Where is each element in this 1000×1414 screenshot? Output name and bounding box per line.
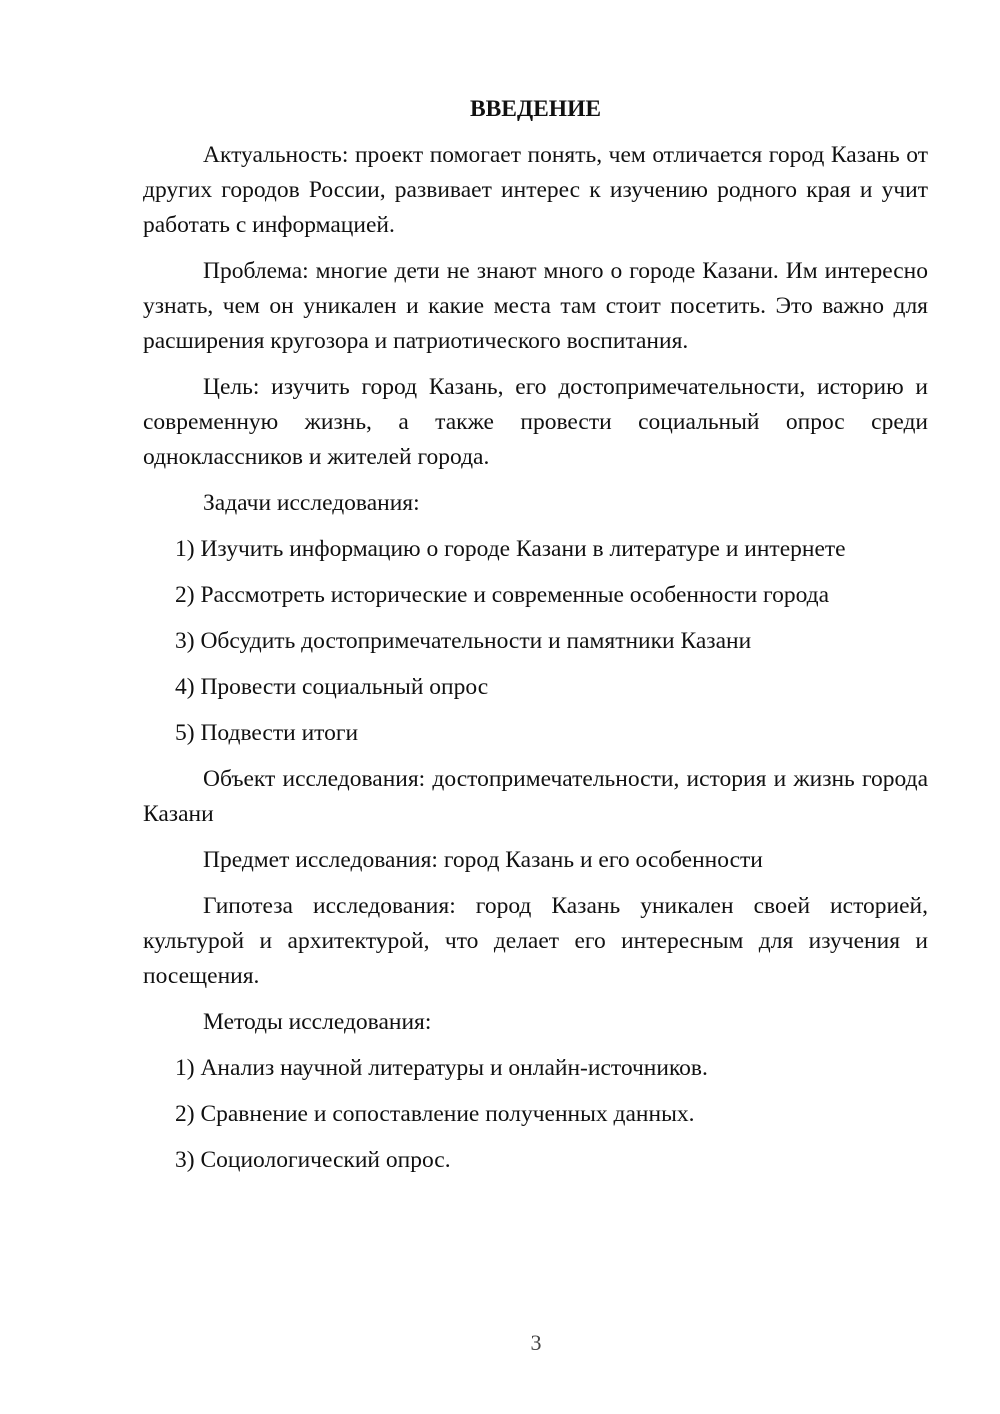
- list-item: 3) Обсудить достопримечательности и памятники Казани: [175, 628, 752, 654]
- goal-paragraph: Цель: изучить город Казань, его достопримечательности, историю и современную жизнь, а также провести социальный опрос среди одноклассников и жителей города.: [143, 374, 928, 470]
- list-item: 3) Социологический опрос.: [175, 1147, 451, 1173]
- problem-paragraph: Проблема: многие дети не знают много о городе Казани. Им интересно узнать, чем он уникален и какие места там стоит посетить. Это важно для расширения кругозора и патриотического воспитания.: [143, 258, 928, 354]
- list-item: 5) Подвести итоги: [175, 720, 359, 746]
- page-number: 3: [530, 1330, 542, 1355]
- page-heading: ВВЕДЕНИЕ: [469, 96, 602, 122]
- list-item: 2) Сравнение и сопоставление полученных данных.: [175, 1101, 695, 1127]
- list-item: 1) Изучить информацию о городе Казани в литературе и интернете: [175, 536, 846, 562]
- hypothesis-paragraph: Гипотеза исследования: город Казань уникален своей историей, культурой и архитектурой, что делает его интересным для изучения и посещения.: [143, 893, 928, 989]
- object-paragraph: Объект исследования: достопримечательности, история и жизнь города Казани: [143, 766, 928, 827]
- document-page: [143, 92, 928, 1189]
- methods-list: [143, 1051, 928, 1178]
- relevance-paragraph: Актуальность: проект помогает понять, чем отличается город Казань от других городов России, развивает интерес к изучению родного края и учит работать с информацией.: [143, 142, 928, 238]
- subject-paragraph: Предмет исследования: город Казань и его особенности: [203, 847, 763, 873]
- list-item: 1) Анализ научной литературы и онлайн-источников.: [175, 1055, 708, 1081]
- tasks-title: Задачи исследования:: [203, 490, 420, 516]
- list-item: 2) Рассмотреть исторические и современные особенности города: [175, 582, 830, 608]
- list-item: 4) Провести социальный опрос: [175, 674, 489, 700]
- methods-title: Методы исследования:: [203, 1009, 432, 1035]
- tasks-list: [143, 532, 928, 751]
